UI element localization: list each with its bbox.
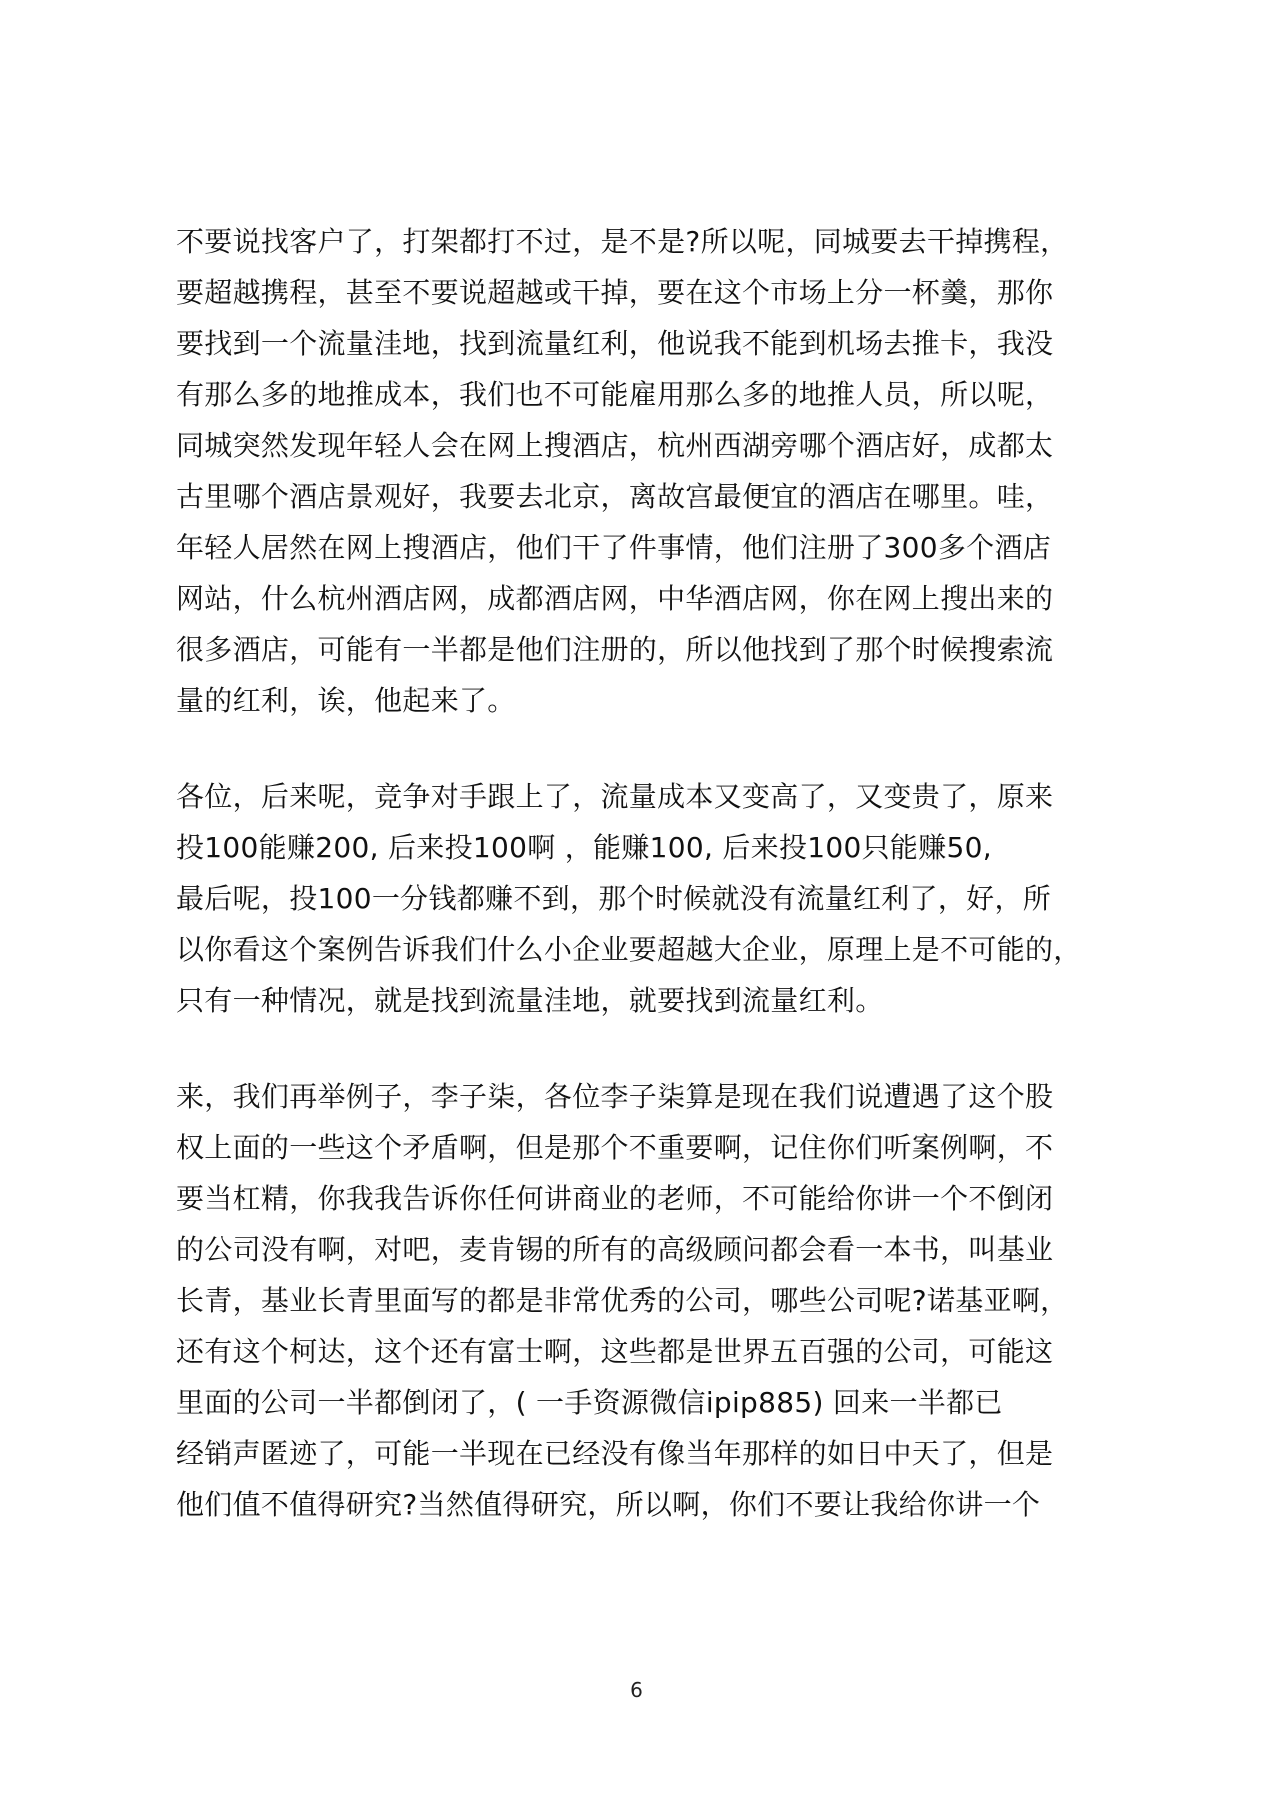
text-line: 量的红利，诶，他起来了。 bbox=[176, 684, 516, 717]
text-line: 他们值不值得研究?当然值得研究，所以啊，你们不要让我给你讲一个 bbox=[176, 1488, 1041, 1521]
text-line: 年轻人居然在网上搜酒店，他们干了件事情，他们注册了300多个酒店 bbox=[176, 531, 1052, 564]
text-line: 同城突然发现年轻人会在网上搜酒店，杭州西湖旁哪个酒店好，成都太 bbox=[176, 429, 1054, 462]
text-line: 来，我们再举例子，李子柒，各位李子柒算是现在我们说遭遇了这个股 bbox=[176, 1080, 1054, 1113]
text-line: 的公司没有啊，对吧，麦肯锡的所有的高级顾问都会看一本书，叫基业 bbox=[176, 1233, 1054, 1266]
text-line: 很多酒店，可能有一半都是他们注册的，所以他找到了那个时候搜索流 bbox=[176, 633, 1054, 666]
text-line: 还有这个柯达，这个还有富士啊，这些都是世界五百强的公司，可能这 bbox=[176, 1335, 1054, 1368]
paragraph bbox=[176, 1071, 1111, 1530]
text-line: 要当杠精，你我我告诉你任何讲商业的老师，不可能给你讲一个不倒闭 bbox=[176, 1182, 1054, 1215]
text-line: 网站，什么杭州酒店网，成都酒店网，中华酒店网，你在网上搜出来的 bbox=[176, 582, 1054, 615]
text-line: 以你看这个案例告诉我们什么小企业要超越大企业，原理上是不可能的， bbox=[176, 933, 1082, 966]
paragraph bbox=[176, 771, 1111, 1026]
text-line: 只有一种情况，就是找到流量洼地，就要找到流量红利。 bbox=[176, 984, 884, 1017]
text-line: 经销声匿迹了，可能一半现在已经没有像当年那样的如日中天了，但是 bbox=[176, 1437, 1054, 1470]
text-line: 要超越携程，甚至不要说超越或干掉，要在这个市场上分一杯羹，那你 bbox=[176, 276, 1054, 309]
text-line: 里面的公司一半都倒闭了，( 一手资源微信ipip885) 回来一半都已 bbox=[176, 1386, 1003, 1419]
text-line: 有那么多的地推成本，我们也不可能雇用那么多的地推人员，所以呢， bbox=[176, 378, 1054, 411]
page-number: 6 bbox=[630, 1678, 643, 1702]
text-line: 要找到一个流量洼地，找到流量红利，他说我不能到机场去推卡，我没 bbox=[176, 327, 1054, 360]
text-line: 长青，基业长青里面写的都是非常优秀的公司，哪些公司呢?诺基亚啊， bbox=[176, 1284, 1069, 1317]
text-line: 投100能赚200, 后来投100啊 ，能赚100, 后来投100只能赚50, bbox=[176, 831, 992, 864]
text-line: 不要说找客户了，打架都打不过，是不是?所以呢，同城要去干掉携程， bbox=[176, 225, 1069, 258]
text-line: 权上面的一些这个矛盾啊，但是那个不重要啊，记住你们听案例啊，不 bbox=[176, 1131, 1054, 1164]
body-text bbox=[176, 216, 1111, 1575]
text-line: 古里哪个酒店景观好，我要去北京，离故宫最便宜的酒店在哪里。哇， bbox=[176, 480, 1054, 513]
paragraph bbox=[176, 216, 1111, 726]
text-line: 各位，后来呢，竞争对手跟上了，流量成本又变高了，又变贵了，原来 bbox=[176, 780, 1054, 813]
text-line: 最后呢，投100一分钱都赚不到，那个时候就没有流量红利了，好，所 bbox=[176, 882, 1052, 915]
